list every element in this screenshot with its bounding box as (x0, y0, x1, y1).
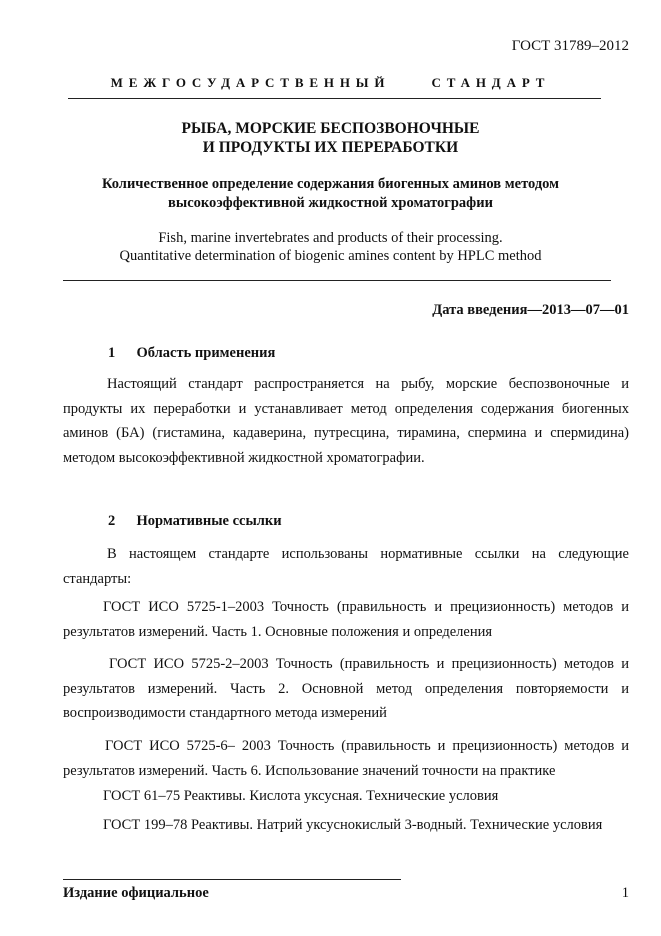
reference-item (63, 784, 629, 809)
reference-item (63, 652, 629, 726)
section-1-heading (108, 345, 275, 362)
document-number: ГОСТ 31789–2012 (511, 38, 629, 54)
subtitle-line-1: Количественное определение содержания биогенных аминов методом (101, 176, 560, 192)
title-line-1: РЫБА, МОРСКИЕ БЕСПОЗВОНОЧНЫЕ (181, 120, 480, 137)
section-1-number: 1 (108, 345, 116, 361)
english-title-line-2: Quantitative determination of biogenic amines content by HPLC method (119, 248, 542, 264)
document-subtitle (0, 175, 661, 213)
reference-item (63, 595, 629, 644)
section-2-title: Нормативные ссылки (136, 513, 282, 529)
footer-divider (63, 879, 401, 880)
reference-text: ГОСТ 199–78 Реактивы. Натрий уксуснокислый 3-водный. Технические условия (103, 817, 603, 833)
section-1-paragraph (63, 372, 629, 470)
reference-item (63, 813, 629, 838)
section-2-heading (108, 513, 282, 530)
banner-right: СТАНДАРТ (431, 75, 551, 90)
subtitle-line-2: высокоэффективной жидкостной хроматографии (168, 195, 493, 211)
edition-label: Издание официальное (63, 885, 209, 901)
banner-left: МЕЖГОСУДАРСТВЕННЫЙ (110, 75, 391, 90)
reference-text: ГОСТ 61–75 Реактивы. Кислота уксусная. Технические условия (103, 788, 499, 804)
reference-text: ГОСТ ИСО 5725-6– 2003 Точность (правильность и прецизионность) методов и результатов измерений. Часть 6. Использование значений точности на практике (63, 738, 629, 779)
section-2-intro-text: В настоящем стандарте использованы нормативные ссылки на следующие стандарты: (63, 546, 629, 587)
title-line-2: И ПРОДУКТЫ ИХ ПЕРЕРАБОТКИ (202, 139, 459, 156)
section-2-intro (63, 542, 629, 591)
reference-item (63, 734, 629, 783)
section-1-text: Настоящий стандарт распространяется на рыбу, морские беспозвоночные и продукты их переработки и устанавливает метод определения содержания биогенных аминов (БА) (гистамина, кадаверина, путресцина, тирамина, спермина и спермидина) методом высокоэффективной жидкостной хроматографии. (63, 376, 629, 466)
english-title-line-1: Fish, marine invertebrates and products of their processing. (158, 230, 503, 246)
standard-banner (0, 75, 661, 91)
document-title (0, 119, 661, 157)
reference-text: ГОСТ ИСО 5725-2–2003 Точность (правильность и прецизионность) методов и результатов измерений. Часть 2. Основной метод определения повторяемости и воспроизводимости стандартного метода измерений (63, 656, 629, 721)
introduction-date: Дата введения—2013—07—01 (432, 302, 629, 318)
title-divider (63, 280, 611, 281)
section-2-number: 2 (108, 513, 116, 529)
english-title (0, 229, 661, 265)
page-number: 1 (621, 885, 629, 901)
header-divider (68, 98, 601, 99)
section-1-title: Область применения (136, 345, 276, 361)
reference-text: ГОСТ ИСО 5725-1–2003 Точность (правильность и прецизионность) методов и результатов измерений. Часть 1. Основные положения и определения (63, 599, 629, 640)
